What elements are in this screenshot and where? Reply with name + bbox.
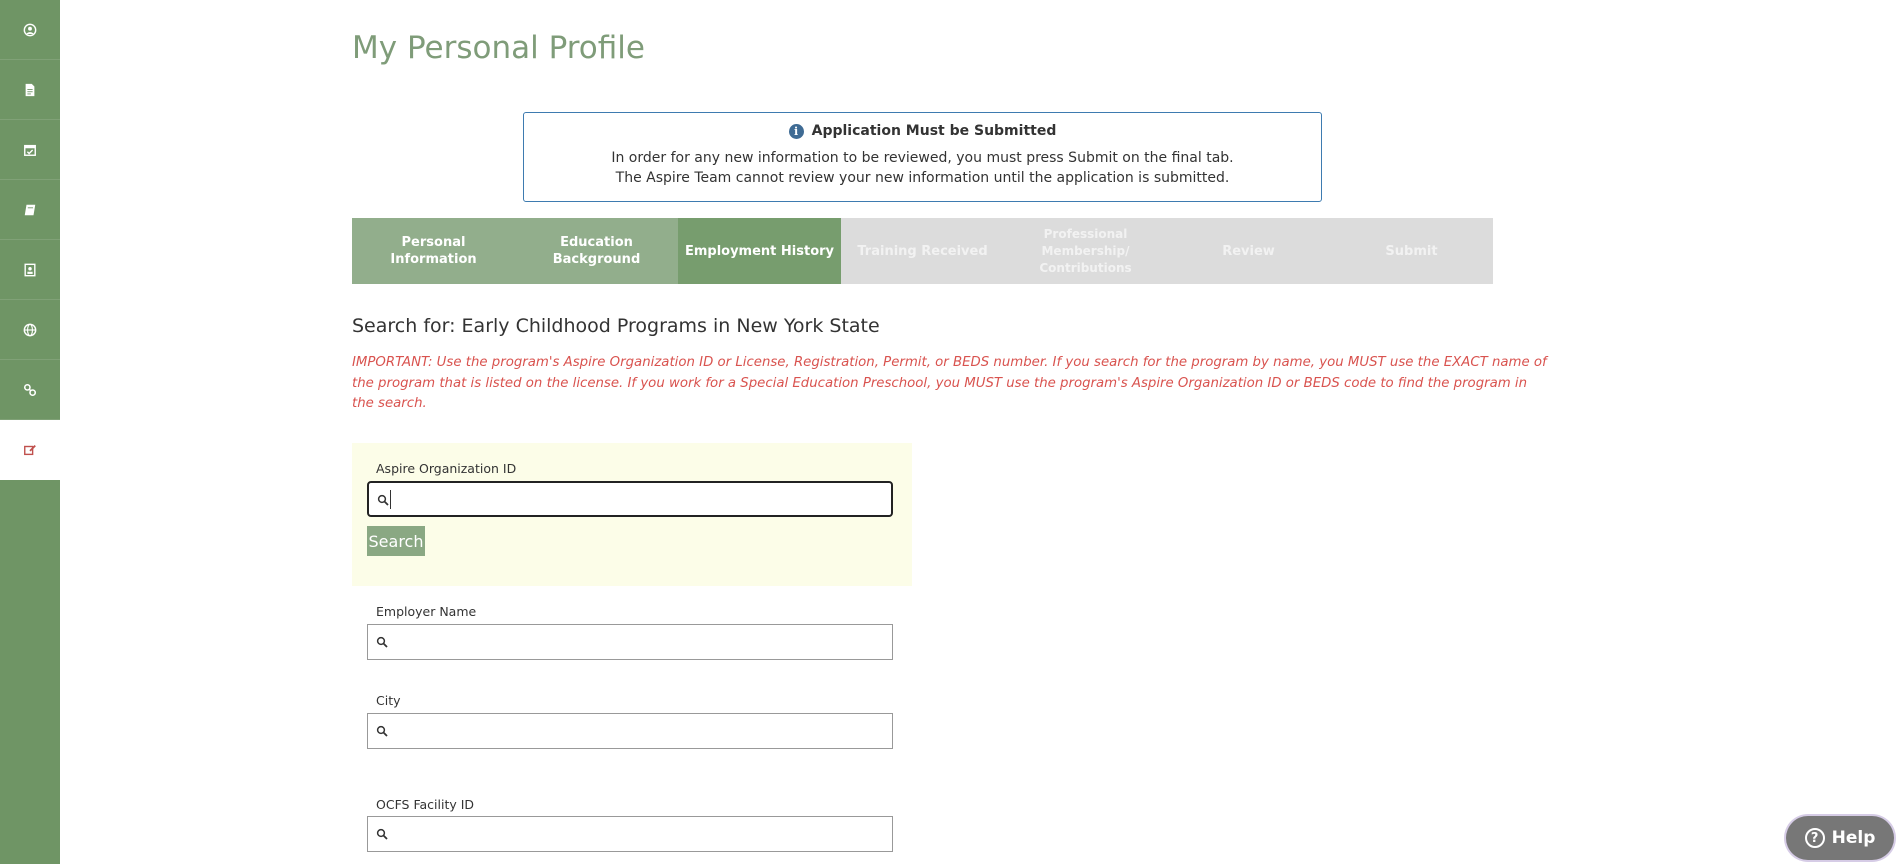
application-tabs [352,218,1493,284]
search-icon [377,494,389,506]
aspire-id-input[interactable] [367,481,893,517]
document-icon [23,83,37,97]
ocfs-facility-id-input[interactable] [367,816,893,852]
employer-name-label: Employer Name [376,604,477,619]
sidebar-item-link[interactable] [0,360,60,420]
submit-notice [523,112,1322,202]
help-button[interactable] [1786,816,1894,860]
search-icon [376,725,388,737]
tab-review[interactable]: Review [1167,218,1330,284]
sidebar-item-training[interactable] [0,180,60,240]
edit-icon [23,443,37,457]
text-caret [390,490,391,509]
id-card-icon [23,263,37,277]
sidebar-item-documents[interactable] [0,60,60,120]
tab-submit[interactable]: Submit [1330,218,1493,284]
search-icon [376,636,388,648]
help-label: Help [1831,828,1876,848]
notice-line-1: In order for any new information to be reviewed, you must press Submit on the final tab. [611,150,1234,166]
book-icon [23,203,37,217]
tab-employment-history[interactable]: Employment History [678,218,841,284]
sidebar-item-profile[interactable] [0,0,60,60]
search-button[interactable]: Search [367,526,425,556]
notice-line-2: The Aspire Team cannot review your new information until the application is submitted. [615,170,1230,186]
calendar-check-icon [23,143,37,157]
notice-title [524,123,1321,139]
link-icon [23,383,37,397]
aspire-id-label: Aspire Organization ID [376,461,517,476]
sidebar-item-calendar[interactable] [0,120,60,180]
tab-personal-information[interactable]: Personal Information [352,218,515,284]
info-icon: i [789,124,804,139]
ocfs-facility-id-label: OCFS Facility ID [376,797,475,812]
sidebar [0,0,60,864]
tab-education-background[interactable]: Education Background [515,218,678,284]
page-title: My Personal Profile [352,30,645,66]
search-icon [376,828,388,840]
globe-icon [23,323,37,337]
user-circle-icon [23,23,37,37]
city-label: City [376,693,401,708]
sidebar-item-id-card[interactable] [0,240,60,300]
tab-professional-membership[interactable]: Professional Membership/ Contributions [1004,218,1167,284]
notice-title-text: Application Must be Submitted [811,123,1057,139]
question-circle-icon: ? [1805,828,1825,848]
sidebar-item-globe[interactable] [0,300,60,360]
sidebar-item-edit[interactable] [0,420,60,480]
tab-training-received[interactable]: Training Received [841,218,1004,284]
search-heading: Search for: Early Childhood Programs in New York State [352,315,880,337]
employer-name-input[interactable] [367,624,893,660]
important-notice: IMPORTANT: Use the program's Aspire Organization ID or License, Registration, Permit, or BEDS number. If you search for the program by name, you MUST use the EXACT name of the program that is listed on the license. If you work for a Special Education Preschool, you MUST use the program's Aspire Organization ID or BEDS code to find the program in the search. [352,355,1547,411]
city-input[interactable] [367,713,893,749]
